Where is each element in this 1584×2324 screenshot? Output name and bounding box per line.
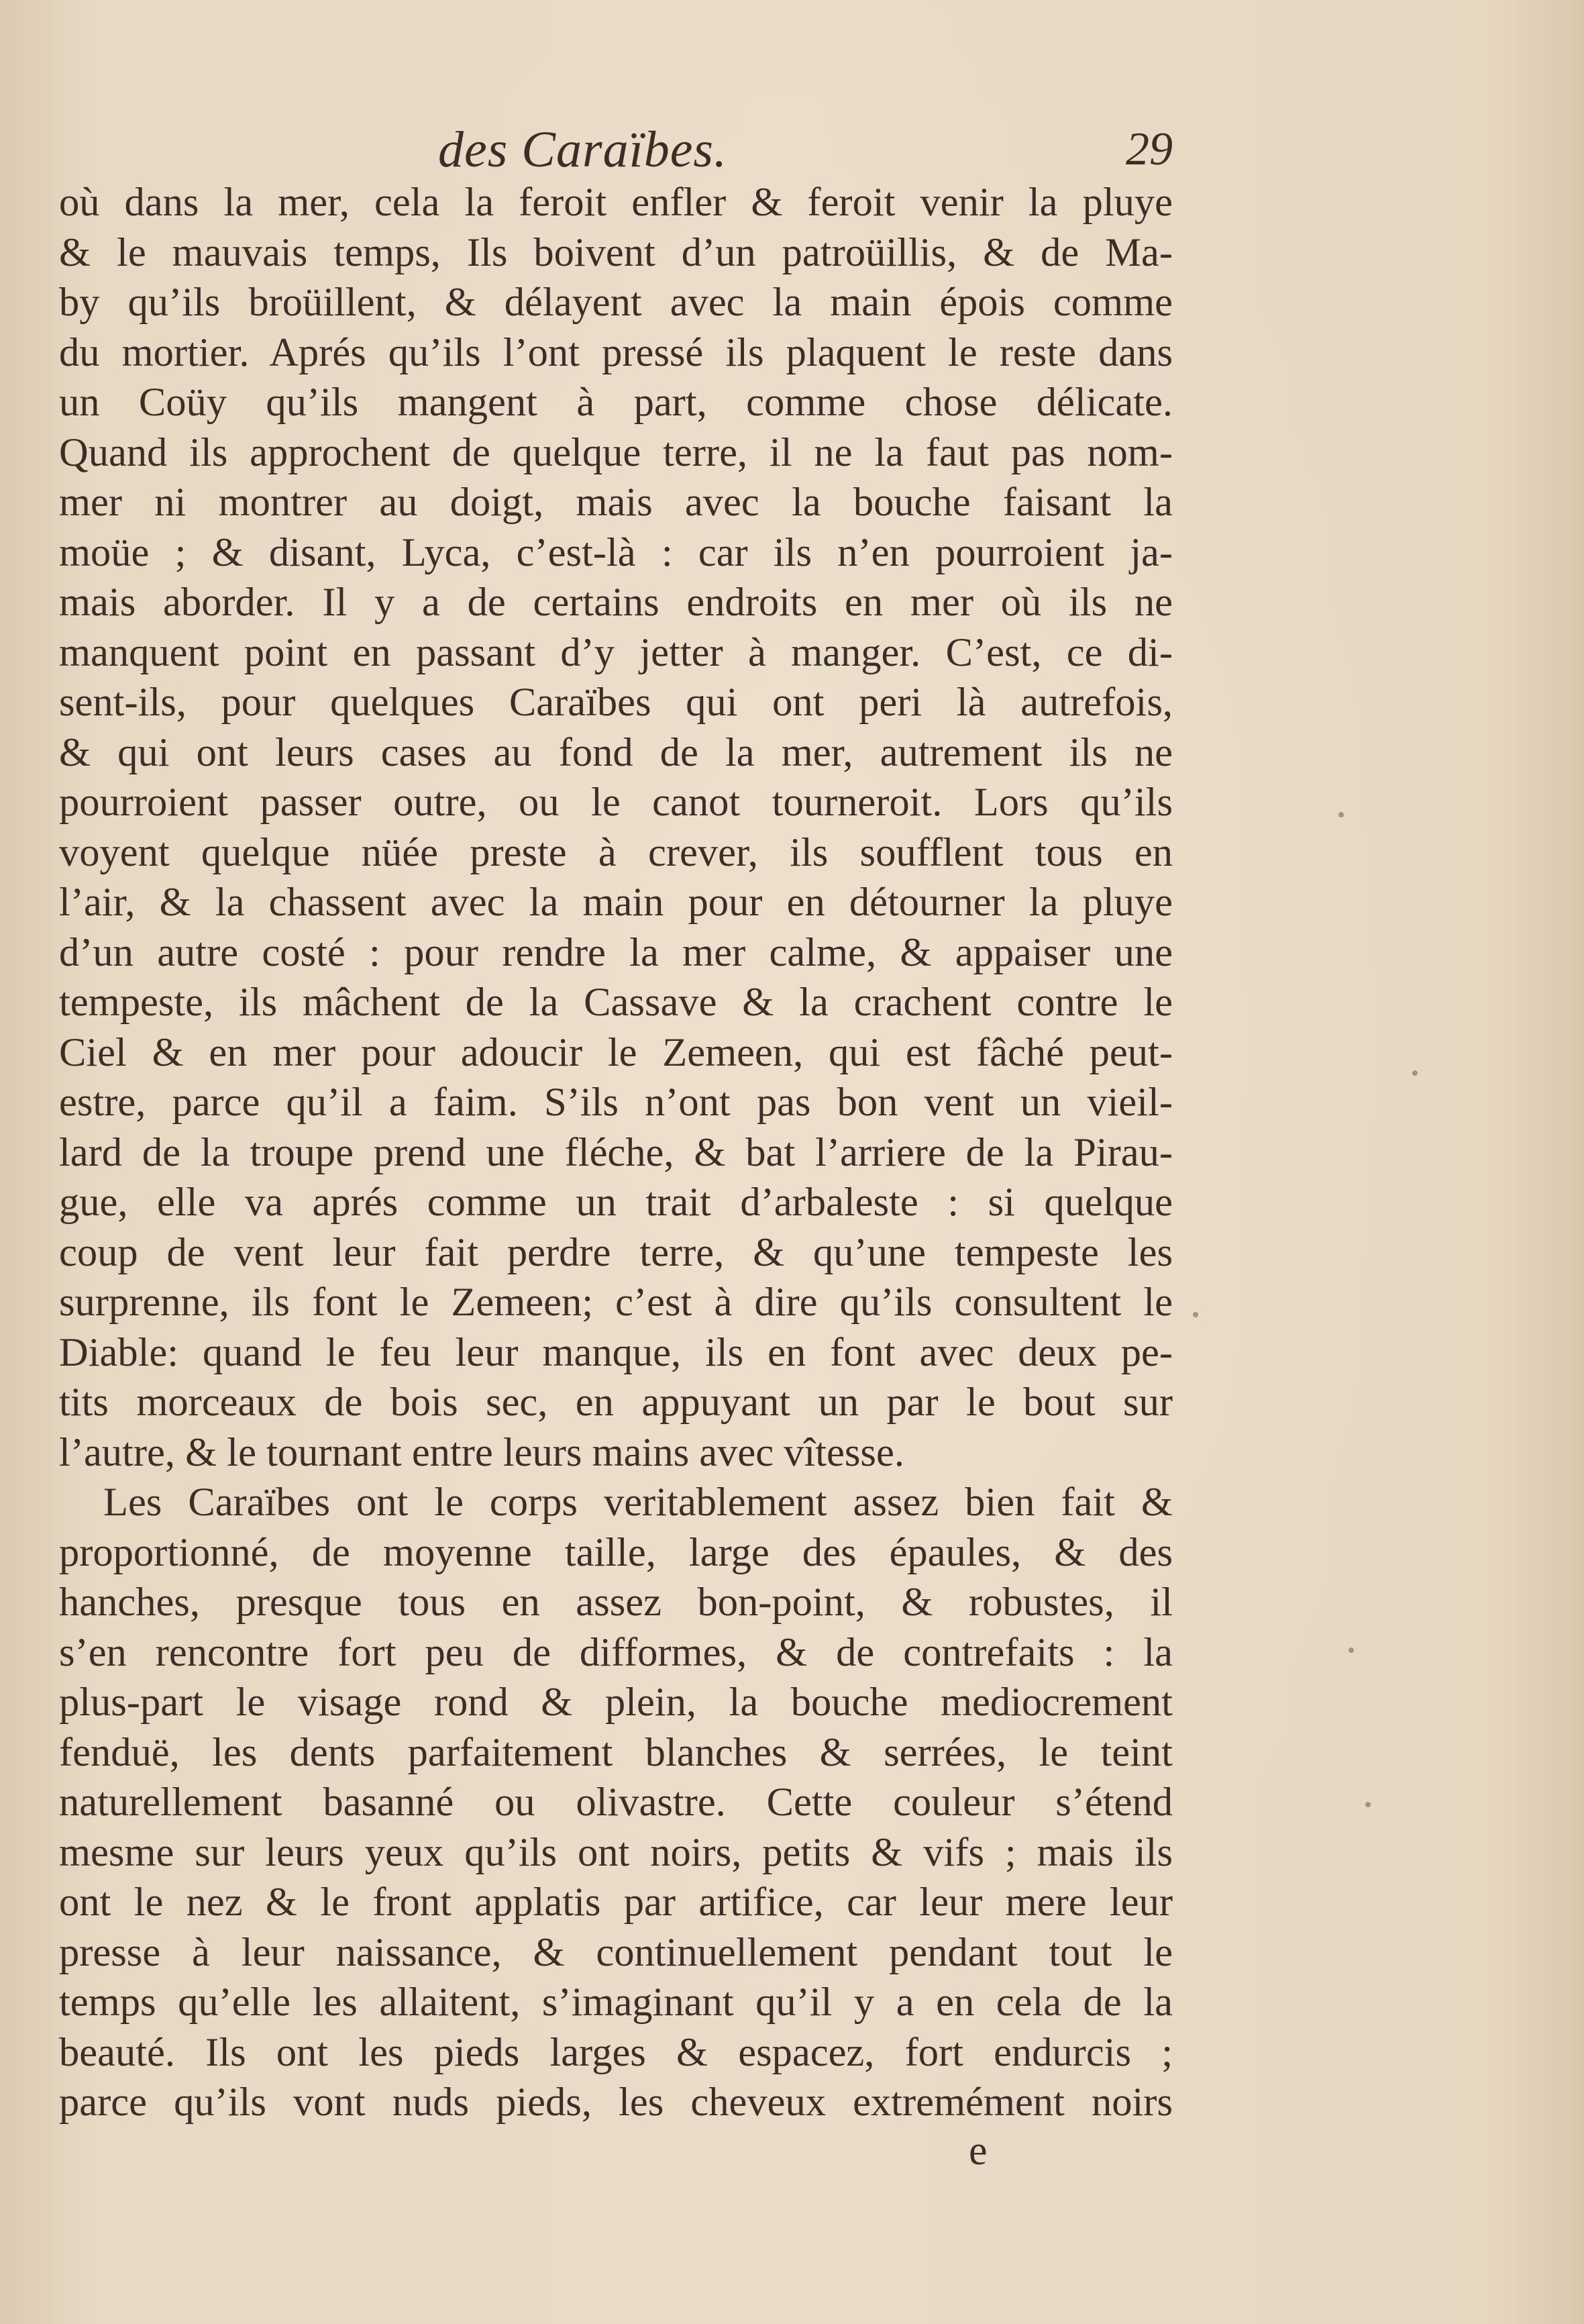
text-line: surprenne, ils font le Zemeen; c’est à dire qu’ils consultent le [59,1280,1173,1325]
text-line: naturellement basanné ou olivastre. Cette couleur s’étend [59,1780,1173,1825]
text-line: l’air, & la chassent avec la main pour en détourner la pluye [59,880,1173,925]
text-line: sent-ils, pour quelques Caraïbes qui ont peri là autrefois, [59,680,1173,725]
text-line: coup de vent leur fait perdre terre, & qu’une tempeste les [59,1229,1173,1275]
paper-speck [1349,1648,1354,1653]
text-line: proportionné, de moyenne taille, large des épaules, & des [59,1529,1173,1575]
text-line: hanches, presque tous en assez bon-point, & robustes, il [59,1580,1173,1625]
text-line: tits morceaux de bois sec, en appuyant un par le bout sur [59,1380,1173,1425]
running-title: des Caraïbes. [438,121,727,178]
text-line: tempeste, ils mâchent de la Cassave & la crachent contre le [59,980,1173,1025]
text-line: fenduë, les dents parfaitement blanches & serrées, le teint [59,1729,1173,1775]
text-line: estre, parce qu’il a faim. S’ils n’ont pas bon vent un vieil- [59,1080,1173,1125]
text-line: gue, elle va aprés comme un trait d’arbaleste : si quelque [59,1180,1173,1225]
text-line: d’un autre costé : pour rendre la mer calme, & appaiser une [59,929,1173,975]
text-line: beauté. Ils ont les pieds larges & espacez, fort endurcis ; [59,2029,1173,2075]
text-line: où dans la mer, cela la feroit enfler & feroit venir la pluye [59,180,1173,225]
text-line: parce qu’ils vont nuds pieds, les cheveux extremément noirs [59,2080,1173,2125]
running-head [59,113,1173,187]
text-line: ont le nez & le front applatis par artifice, car leur mere leur [59,1880,1173,1925]
page-number: 29 [1126,123,1173,175]
text-line: manquent point en passant d’y jetter à manger. C’est, ce di- [59,629,1173,675]
text-line: mer ni montrer au doigt, mais avec la bouche faisant la [59,480,1173,525]
signature-mark: e [969,2128,988,2174]
text-line: & qui ont leurs cases au fond de la mer, autrement ils ne [59,729,1173,775]
text-line: lard de la troupe prend une fléche, & bat l’arriere de la Pirau- [59,1129,1173,1175]
paper-speck [1193,1312,1198,1317]
text-line: & le mauvais temps, Ils boivent d’un patroüillis, & de Ma- [59,230,1173,275]
text-line: Quand ils approchent de quelque terre, il ne la faut pas nom- [59,430,1173,475]
paragraph-start-line: Les Caraïbes ont le corps veritablement assez bien fait & [103,1480,1173,1525]
text-line: s’en rencontre fort peu de difformes, & de contrefaits : la [59,1629,1173,1675]
text-line: mesme sur leurs yeux qu’ils ont noirs, petits & vifs ; mais ils [59,1829,1173,1875]
text-line: temps qu’elle les allaitent, s’imaginant qu’il y a en cela de la [59,1980,1173,2025]
text-line: mais aborder. Il y a de certains endroits en mer où ils ne [59,580,1173,625]
text-line: un Coüy qu’ils mangent à part, comme chose délicate. [59,380,1173,425]
text-line: Ciel & en mer pour adoucir le Zemeen, qui est fâché peut- [59,1029,1173,1075]
paper-speck [1338,812,1344,817]
text-line: moüe ; & disant, Lyca, c’est-là : car ils n’en pourroient ja- [59,529,1173,575]
paper-speck [1365,1802,1371,1807]
text-line: l’autre, & le tournant entre leurs mains avec vîtesse. [59,1429,904,1475]
body-text [59,178,1173,2128]
text-line: du mortier. Aprés qu’ils l’ont pressé ils plaquent le reste dans [59,330,1173,375]
text-line: pourroient passer outre, ou le canot tourneroit. Lors qu’ils [59,780,1173,825]
paper-speck [1412,1070,1418,1076]
text-line: presse à leur naissance, & continuellement pendant tout le [59,1929,1173,1975]
text-line: voyent quelque nüée preste à crever, ils soufflent tous en [59,829,1173,875]
text-line: Diable: quand le feu leur manque, ils en font avec deux pe- [59,1329,1173,1375]
text-line: plus-part le visage rond & plein, la bouche mediocrement [59,1680,1173,1725]
text-line: by qu’ils broüillent, & délayent avec la main épois comme [59,280,1173,325]
